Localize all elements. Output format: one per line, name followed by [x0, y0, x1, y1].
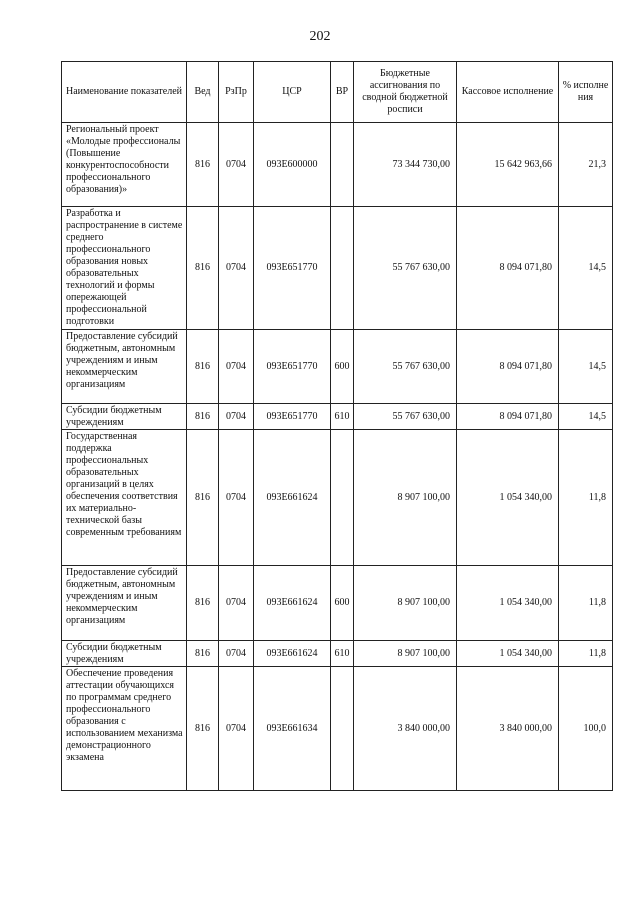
row-percent: 14,5: [559, 330, 613, 404]
row-cash: 1 054 340,00: [457, 430, 559, 566]
page-number: 202: [309, 29, 331, 44]
row-cash: 8 094 071,80: [457, 207, 559, 330]
row-percent: 21,3: [559, 123, 613, 207]
row-csr: 093E661634: [254, 667, 331, 791]
table-row: [62, 667, 613, 791]
header-ved: Вед: [187, 62, 219, 123]
row-ved: 816: [187, 123, 219, 207]
row-rzpr: 0704: [219, 123, 254, 207]
row-csr: 093E651770: [254, 330, 331, 404]
header-name: Наименование показателей: [62, 62, 187, 123]
row-percent: 11,8: [559, 430, 613, 566]
row-budget: 73 344 730,00: [354, 123, 457, 207]
budget-table: [61, 61, 613, 791]
row-rzpr: 0704: [219, 566, 254, 641]
header-budget: Бюджетные ассигнования по сводной бюджетной росписи: [354, 62, 457, 123]
row-vr: 600: [331, 566, 354, 641]
table-row: [62, 123, 613, 207]
row-budget: 55 767 630,00: [354, 404, 457, 430]
row-ved: 816: [187, 667, 219, 791]
row-rzpr: 0704: [219, 430, 254, 566]
row-name: Региональный проект «Молодые профессионалы (Повышение конкурентоспособности профессионального образования)»: [62, 123, 187, 207]
header-cash: Кассовое исполнение: [457, 62, 559, 123]
table-row: [62, 404, 613, 430]
row-percent: 11,8: [559, 641, 613, 667]
row-cash: 8 094 071,80: [457, 404, 559, 430]
row-name: Обеспечение проведения аттестации обучающихся по программам среднего профессионального образования с использованием механизма демонстрационного экзамена: [62, 667, 187, 791]
table-row: [62, 566, 613, 641]
row-name: Субсидии бюджетным учреждениям: [62, 641, 187, 667]
row-budget: 55 767 630,00: [354, 207, 457, 330]
row-budget: 3 840 000,00: [354, 667, 457, 791]
row-name: Субсидии бюджетным учреждениям: [62, 404, 187, 430]
row-budget: 8 907 100,00: [354, 430, 457, 566]
header-vr: ВР: [331, 62, 354, 123]
row-rzpr: 0704: [219, 404, 254, 430]
row-vr: 610: [331, 641, 354, 667]
row-rzpr: 0704: [219, 641, 254, 667]
header-percent: % исполне ния: [559, 62, 613, 123]
row-ved: 816: [187, 404, 219, 430]
row-percent: 100,0: [559, 667, 613, 791]
row-csr: 093E651770: [254, 404, 331, 430]
table-row: [62, 330, 613, 404]
table-row: [62, 641, 613, 667]
row-ved: 816: [187, 207, 219, 330]
row-budget: 8 907 100,00: [354, 566, 457, 641]
row-vr: 600: [331, 330, 354, 404]
row-name: Предоставление субсидий бюджетным, автономным учреждениям и иным некоммерческим организациям: [62, 330, 187, 404]
row-cash: 3 840 000,00: [457, 667, 559, 791]
table-row: [62, 207, 613, 330]
row-vr: [331, 667, 354, 791]
row-csr: 093E661624: [254, 566, 331, 641]
table-header-row: [62, 62, 613, 123]
row-vr: [331, 430, 354, 566]
row-name: Государственная поддержка профессиональных образовательных организаций в целях обеспечения соответствия их материально-технической базы современным требованиям: [62, 430, 187, 566]
row-ved: 816: [187, 430, 219, 566]
row-percent: 14,5: [559, 207, 613, 330]
row-name: Предоставление субсидий бюджетным, автономным учреждениям и иным некоммерческим организациям: [62, 566, 187, 641]
row-cash: 8 094 071,80: [457, 330, 559, 404]
header-rzpr: РзПр: [219, 62, 254, 123]
row-cash: 15 642 963,66: [457, 123, 559, 207]
row-rzpr: 0704: [219, 207, 254, 330]
row-vr: [331, 207, 354, 330]
row-cash: 1 054 340,00: [457, 566, 559, 641]
row-name: Разработка и распространение в системе среднего профессионального образования новых образовательных технологий и формы опережающей профессиональной подготовки: [62, 207, 187, 330]
row-percent: 11,8: [559, 566, 613, 641]
row-budget: 8 907 100,00: [354, 641, 457, 667]
row-csr: 093E661624: [254, 430, 331, 566]
row-ved: 816: [187, 641, 219, 667]
row-rzpr: 0704: [219, 330, 254, 404]
row-csr: 093E651770: [254, 207, 331, 330]
row-csr: 093E600000: [254, 123, 331, 207]
row-vr: [331, 123, 354, 207]
row-ved: 816: [187, 330, 219, 404]
table-row: [62, 430, 613, 566]
row-ved: 816: [187, 566, 219, 641]
header-csr: ЦСР: [254, 62, 331, 123]
row-csr: 093E661624: [254, 641, 331, 667]
row-budget: 55 767 630,00: [354, 330, 457, 404]
row-vr: 610: [331, 404, 354, 430]
row-rzpr: 0704: [219, 667, 254, 791]
row-cash: 1 054 340,00: [457, 641, 559, 667]
row-percent: 14,5: [559, 404, 613, 430]
